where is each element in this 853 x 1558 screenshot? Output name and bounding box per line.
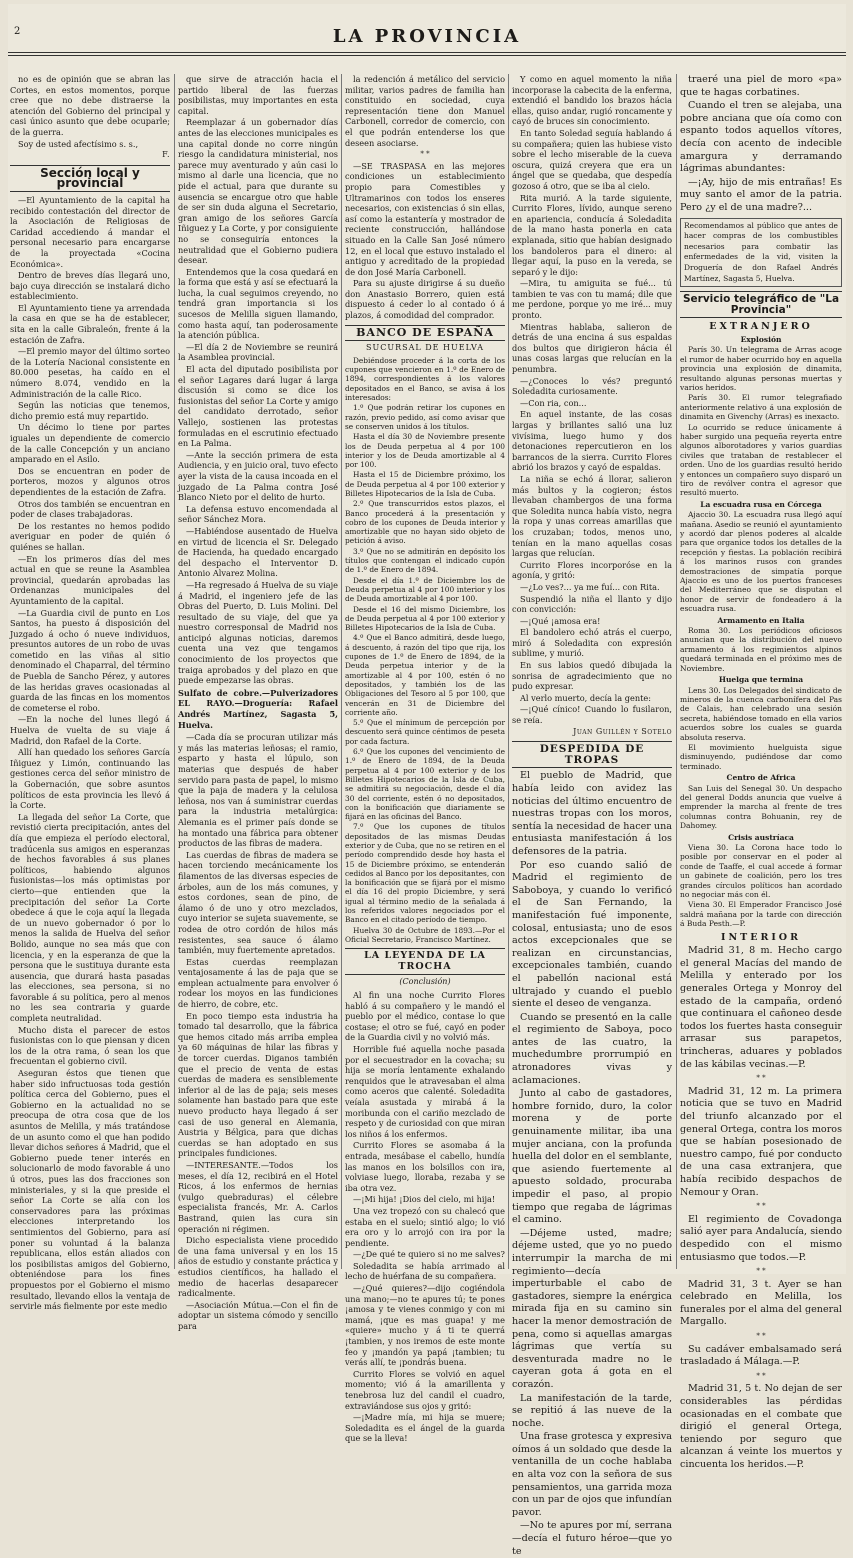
- paragraph: Cuando se presentó en la calle el regimiento de Saboya, poco antes de las cuatro, la muchedumbre prorrumpió en atronadores vivas y aclamaciones.: [512, 1011, 672, 1086]
- paragraph: La manifestación de la tarde, se repitió á las nueve de la noche.: [512, 1392, 672, 1429]
- section-body: [10, 195, 170, 1312]
- paragraph: —Déjeme usted, madre; déjeme usted, que yo no puedo interrumpir la marcha de mi regimiento—decía imperturbable el cabo de gastadores, siempre la enérgica mirada fija en su camino sin hacer la menor demostración de pena, como si aquellas amargas lágrimas que vertía su desventurada madre no le cayeran gota á gota en el corazón.: [512, 1227, 672, 1390]
- section-body: [178, 732, 338, 1331]
- column-5: [680, 74, 842, 1470]
- banco-title: BANCO DE ESPAÑA: [345, 325, 505, 342]
- paragraph: Madrid 31, 3 t. Ayer se han celebrado en Melilla, los funerales por el alma del general Margallo.: [680, 1278, 842, 1328]
- paragraph: 6.º Que los cupones del vencimiento de 1.º de Enero de 1894, de la Deuda perpetua al 4 por 100 exterior y de los Billetes Hipotecarios de la Isla de Cuba, se admitirá su negociación, desde el día 30 del corriente, estén ó no depositados, con la bonificación que diariamente se fijará en las oficinas del Banco.: [345, 747, 505, 822]
- paragraph: Desde el día 1.º de Diciembre los de Deuda perpetua al 4 por 100 interior y los de Deuda amortizable al 4 por 100.: [345, 575, 505, 604]
- paragraph: —¿De qué te quiero si no me salves?: [353, 1249, 505, 1260]
- divider: * *: [756, 1074, 766, 1083]
- news-head: Armamento en Italia: [717, 615, 805, 625]
- column-separator: [174, 74, 175, 1269]
- paragraph: Huelva 30 de Octubre de 1893.—Por el Oficial Secretario, Francisco Martínez.: [345, 925, 505, 944]
- paragraph: Una frase grotesca y expresiva oímos á un soldado que desde la ventanilla de un coche hablaba en alta voz con la señora de sus pensamientos, una garrida moza con un par de ojos que infundían pavor.: [512, 1431, 672, 1518]
- paragraph: Por eso cuando salió de Madrid el regimiento de Saboboya, y cuando lo verificó el de San Fernando, la manifestación fué imponente, colosal, entusiasta; uno de esos actos excepcionales que se realizan en circunstancias, excepcionales también, cuando el pabellón nacional está ultrajado y cuando el pueblo siente el deseo de venganza.: [512, 859, 672, 1010]
- advertisement-box: Recomendamos al público que antes de hacer compras de los combustibles necesarios para combatir las enfermedades de la vid, visiten la Droguería de don Rafael Andrés Martínez, Sagasta 5, Huelva.: [680, 218, 842, 288]
- paragraph: Para su ajuste dirigirse á su dueño don Anastasio Borrero, quien está dispuesto á ceder lo al contado ó á plazos, á comodidad del comprador.: [345, 278, 505, 321]
- section-body: [680, 100, 842, 214]
- paragraph: —¡Madre mía, mi hija se muere; Soledadita es el ángel de la guarda que se la lleva!: [345, 1412, 505, 1444]
- paragraph: Madrid 31, 8 m. Hecho cargo el general Macías del mando de Melilla y enterado por los generales Ortega y Monroy del estado de la campaña, ordenó que continuara el cañoneo desde todos los fuertes hasta conseguir arrasar sus parapetos, trincheras, aduares y poblados de las kábilas vecinas.—P.: [680, 945, 842, 1070]
- telegraph-title: Servicio telegráfico de "La Provincia": [680, 291, 842, 318]
- news-item: San Luis del Senegal 30. Un despacho del general Dodds anuncia que vuelve á emprender la marcha al frente de tres columnas contra Bohuanin, rey de Dahomey.: [680, 783, 842, 831]
- banco-body: [345, 356, 505, 944]
- paragraph: De los restantes no hemos podido averiguar en poder de quién ó quiénes se hallan.: [10, 520, 170, 552]
- paragraph: La niña se echó á llorar, salieron más bultos y la cogieron; éstos llevaban chambergos de una forma que Soledita nunca había visto, negra la ropa y unas correas amarillas que los cruzaban; todos, menos uno, tenían en la mano aquellas cosas largas que relucían.: [512, 473, 672, 559]
- paragraph: 1.º Que podrán retirar los cupones en razón, previo pedido, así como avisar que se conserven unidos á los títulos.: [345, 403, 505, 431]
- news-item: Viena 30. El Emperador Francisco José saldrá mañana por la tarde con dirección á Buda Pesth.—P.: [680, 900, 842, 929]
- author-signature: Juan Guillén y Sotelo: [573, 726, 672, 736]
- news-head: Centro de Africa: [726, 773, 796, 783]
- paragraph: —En la noche del lunes llegó á Huelva de vuelta de su viaje á Madrid, don Rafael de la Corte.: [10, 714, 170, 746]
- interior-body: [680, 945, 842, 1471]
- paragraph: Horrible fué aquella noche pasada por el secuestrador en la covacha; su hija se moría lentamente exhalando renquidos que le atravesaban el alma como aceros que calenté. Soledadita veíala asustada y mirabá á la moribunda con el cariño mezclado de respeto y de curiosidad con que miran los niños á los enfermos.: [345, 1044, 505, 1139]
- paragraph: Rita murió. A la tarde siguiente, Currito Flores, lívido, aunque sereno en apariencia, conducía á Soledadita de la mano hasta ponerla en cata explanada, sitio que habían designado los bandoleros para el dinero: al llegar aquí, la puso en la vereda, se separó y le dijo:: [512, 192, 672, 277]
- extranjero-body: [680, 335, 842, 929]
- news-item: París 30. Un telegrama de Arras acoge el rumor de haber ocurrido hoy en aquella provincia una explosión de dinamita, resultando algunas personas muertas y varios heridos.: [680, 345, 842, 392]
- column-separator: [508, 74, 509, 1269]
- paragraph: traeré una piel de moro «pa» que te hagas corbatines.: [680, 74, 842, 98]
- paragraph: Debiéndose proceder á la corta de los cupones que vencieron en 1.º de Enero de 1894, correspondientes á los valores depositados en el Banco, se avisa á los interesados:: [345, 355, 505, 403]
- masthead-rule-bottom: [8, 55, 846, 56]
- masthead-title: LA PROVINCIA: [332, 26, 522, 47]
- paragraph: El acta del diputado posibilista por el señor Lagares dará lugar á larga discusión si como se dice los fusionistas del señor La Corte y amigo del candidato derrotado, señor Vallejo, sostienen las protestas formuladas en el escrutinio efectuado en La Palma.: [178, 364, 338, 449]
- paragraph: —¿Conoces lo vés? preguntó Soledadita curiosamente.: [512, 375, 672, 397]
- paragraph: —¿Lo ves?... ya me fuí... con Rita.: [520, 581, 660, 592]
- trocha-title: LA LEYENDA DE LA TROCHA: [345, 948, 505, 975]
- paragraph: —Cada día se procuran utilizar más y más las materias leñosas; el ramio, esparto y hasta el lúpulo, son materias que después de haber servido para pasta de papel, lo mismo que la paja de madera y la celulosa leñosa, nos van á suministrar cuerdas para la industria metalúrgica: Alemania es el primer país donde se ha montado una fábrica para obtener productos de las fibras de madera.: [178, 732, 338, 849]
- paragraph: —¡Mi hija! ¡Dios del cielo, mi hija!: [353, 1194, 496, 1205]
- paragraph: El pueblo de Madrid, que había leido con avidez las noticias del último encuentro de nuestras tropas con los moros, sentía la necesidad de hacer una entusiasta manifestación á los defensores de la patria.: [512, 770, 672, 857]
- paragraph: 3.º Que no se admitirán en depósito los títulos que contengan el indicado cupón de 1.º de Enero de 1894.: [345, 546, 505, 575]
- paragraph: la redención á metálico del servicio militar, varios padres de familia han constituido en sociedad, cuya representación tiene don Manuel Carbonell, corredor de comercio, con el que podrán entenderse los que deseen asociarse.: [345, 74, 505, 148]
- section-body: [512, 74, 672, 726]
- paragraph: —Asociación Mútua.—Con el fin de adoptar un sistema cómodo y sencillo para: [178, 1299, 338, 1331]
- paragraph: Estas cuerdas reemplazan ventajosamente á las de paja que se emplean actualmente para envolver ó rodear los moyos en las fundiciones de hierro, de cobre, etc.: [178, 956, 338, 1010]
- paragraph: En sus labios quedó dibujada la sonrisa de agradecimiento que no pudo expresar.: [512, 660, 672, 692]
- paragraph: Currito Flores incorporóse en la agonía, y gritó:: [512, 559, 672, 581]
- paragraph: —INTERESANTE.—Todos los meses, el día 12, recibirá en el Hotel Ricos, á los enfermos de hernias (vulgo quebraduras) el célebre especialista francés, Mr. A. Carlos Bastrand, quien las cura sin operación ni régimen.: [178, 1159, 338, 1234]
- paragraph: —Ha regresado á Huelva de su viaje á Madrid, el ingeniero jefe de las Obras del Puerto, D. Luis Molini. Del resultado de su viaje, del que ya nuestro corresponsal de Madrid nos anticipó algunas noticias, daremos cuenta una vez que tengamos conocimiento de los proyectos que traiga aprobados y del plazo en que puede empezarse las obras.: [178, 579, 338, 686]
- trocha-body: [345, 990, 505, 1444]
- paragraph: Junto al cabo de gastadores, hombre fornido, duro, la color morena y de porte genuinamente militar, iba una mujer anciana, con la profunda huella del dolor en el semblante, que asiendo fuertemente al apuesto soldado, procuraba impedir el paso, al propio tiempo que regaba de lágrimas el camino.: [512, 1088, 672, 1226]
- news-item: El movimiento huelguista sigue disminuyendo, pudiéndose dar como terminado.: [680, 742, 842, 771]
- paragraph: —¿Qué quieres?—dijo cogiéndola una mano;—no te apures tú; te pones ¡amosa y te vienes conmigo y con mi mamá, ¡que es mas guapa! y me «quiere» mucho y á ti te querrá ¡tambien, y nos iremos de este monte feo y ¡mandón ya papá ¡tambien; tu verás allí, te ¡pondrás buena.: [345, 1283, 505, 1368]
- paragraph: —El día 2 de Noviembre se reunirá la Asamblea provincial.: [178, 341, 338, 363]
- paragraph: —¡Ay, hijo de mis entrañas! Es muy santo el amor de la patria. Pero ¿y el de una madre?...: [680, 176, 842, 213]
- page-number: 2: [14, 26, 21, 37]
- paragraph: En tanto Soledad seguía hablando á su compañera; quien las hubiese visto sobre el lecho miserable de la cueva oscura, quizá creyera que era un ángel que se quedaba, que despedía gozoso á otro, que se iba al cielo.: [512, 127, 672, 191]
- news-item: Viena 30. La Corona hace todo lo posible por conservar en el poder al conde de Taaffe, el cual accede á formar un gabinete de coalición, pero los tres grandes círculos políticos han acordado no negociar más con él.: [680, 843, 842, 900]
- paragraph: Madrid 31, 12 m. La primera noticia que se tuvo en Madrid del triunfo alcanzado por el general Ortega, contra los moros que se habían posesionado de nuestro campo, fué por conducto de una casa extranjera, que había recibido despachos de Nemour y Oran.: [680, 1085, 842, 1198]
- paragraph: Dentro de breves días llegará uno, bajo cuya dirección se instalará dicho establecimiento.: [10, 270, 170, 302]
- news-item: París 30. El rumor telegrafiado anteriormente relativo á una explosión de dinamita en Givenchy (Arras) es inexacto.: [680, 393, 842, 422]
- news-item: Lo ocurrido se reduce únicamente á haber surgido una pequeña reyerta entre algunos alborotadores y varios guardias civiles que trataban de restablecer el orden. Uno de los guardias resultó herido y entonces un compañero suyo disparó un tiro de revólver contra el agresor que resultó muerto.: [680, 422, 842, 498]
- news-head: Explosión: [740, 334, 782, 344]
- paragraph: Al verlo muerto, decía la gente:: [520, 692, 652, 703]
- column-separator: [341, 74, 342, 1269]
- newspaper-page: [8, 4, 846, 1557]
- paragraph: Mucho dista el parecer de estos fusionistas con lo que piensan y dicen los de la otra rama, ó sean los que frecuentan el gobierno civil.: [10, 1024, 170, 1067]
- paragraph: que sirve de atracción hacia el partido liberal de las fuerzas posibilistas, muy importantes en esta capital.: [178, 74, 338, 116]
- paragraph: —¡Qué cínico! Cuando lo fusilaron, se reía.: [512, 704, 672, 726]
- paragraph: Las cuerdas de fibras de madera se hacen torciendo mecánicamente los filamentos de las diversas especies de árboles, aun de los más comunes, y estos cordones, sean de pino, de álamo ó de uno y otro mezclados, cuyo interior se sujeta suavemente, se rodea de otro cordón de hilos más resistentes, sea sauce ó álamo también, muy fuertemente apretados.: [178, 849, 338, 956]
- trocha-subtitle: (Conclusión): [399, 977, 451, 987]
- paragraph: El bandolero echó atrás el cuerpo, miró á Soledadita con expresión sublime, y murió.: [512, 627, 672, 659]
- paragraph: Currito Flores se asomaba á la entrada, mesábase el cabello, hundía las manos en los bolsillos con ira, volviase luego, lloraba, rezaba y se iba otra vez.: [345, 1140, 505, 1193]
- paragraph: —Habiéndose ausentado de Huelva en virtud de licencia el Sr. Delegado de Hacienda, ha quedado encargado del despacho el Interventor D. Antonio Alvarez Molina.: [178, 525, 338, 579]
- paragraph: Currito Flores se volvió en aquel momento; vió á la amarillenta y tenebrosa luz del candil el cuadro, extraviándose sus ojos y gritó:: [345, 1368, 505, 1411]
- paragraph: En aquel instante, de las cosas largas y brillantes salió una luz vivísima, luego humo y dos detonaciones repercutieron en los barrancos de la sierra. Currito Flores abrió los brazos y cayó de espaldas.: [512, 409, 672, 473]
- paragraph: Y como en aquel momento la niña incorporase la cabecita de la enferma, extendió el bandido los brazos hácia ellas, quiso andar, rugió roncamente y cayó de bruces sin conocimiento.: [512, 74, 672, 127]
- advertisement: Sulfato de cobre.—Pulverizadores EL RAYO.—Droguería: Rafael Andrés Martínez, Sagasta 5, Huelva.: [178, 687, 338, 730]
- paragraph: Reemplazar á un gobernador días antes de las elecciones municipales es una capital donde no corre ningún riesgo la candidatura ministerial, nos parece muy aventurado y aún casi lo mismo al darle una licencia, que no pide el actual, para que durante su ausencia se encargue otro que hable de ser sin duda alguna el Secretario, gran amigo de los señores García Iñiguez y La Corte, y por consiguiente no se conseguiría entonces la neutralidad que el Gobierno pudiera desear.: [178, 117, 338, 266]
- section-body: [178, 74, 338, 686]
- paragraph-traspasa: —SE TRASPASA en las mejores condiciones un establecimiento propio para Comestibles y Ultramarinos con todos los enseres necesarios, con existencias ó sin ellas, así como la estantería y mostrador de reciente construcción, hallándose situado en la Calle San José número 12, en el local que estuvo instalado el antiguo y acreditado de la propiedad de don José María Carbonell.: [345, 160, 505, 277]
- divider: * *: [756, 1202, 766, 1211]
- paragraph: Cuando el tren se alejaba, una pobre anciana que oía como con espanto todos aquellos vítores, decía con acento de indecible amargura y derramando lágrimas abundantes:: [680, 100, 842, 175]
- paragraph: Aseguran éstos que tienen que haber sido infructuosas toda gestión política cerca del Gobierno, pues el Gobierno en la actualidad no se preocupa de otra cosa que de los asuntos de Melilla, y más tratándose de un asunto como el que han podido llevar dichos señores á Madrid, que el Gobierno puede tener interés en solucionarlo de modo favorable á uno ú otros, pues las dos fracciones son ministeriales, y si la que preside el señor La Corte se alía con los conservadores para las próximas elecciones interpretando los sentimientos del Gobierno, para así poner su voluntad á la balanza republicana, ellos están aliados con los posibilistas amigos del Gobierno, obteniéndose para los fines propuestos por el Gobierno el mismo resultado, llevando ellos la ventaja de servirle más fielmente por este medio: [10, 1068, 170, 1312]
- news-head: Crisis austríaca: [728, 832, 794, 842]
- paragraph: Mientras hablaba, salieron de detrás de una encina á sus espaldas dos bultos que dirigieron hácia él unas cosas largas que relucían en la penumbra.: [512, 321, 672, 375]
- paragraph: Soledadita se había arrimado al lecho de huérfana de su compañera.: [345, 1260, 505, 1282]
- paragraph: Soy de usted afectísimo s. s.,: [18, 138, 139, 149]
- news-head: Huelga que termina: [718, 675, 804, 685]
- banco-subtitle: SUCURSAL DE HUELVA: [366, 343, 484, 353]
- masthead-rule-top: [8, 52, 846, 53]
- interior-title: INTERIOR: [721, 931, 801, 943]
- paragraph: Madrid 31, 5 t. No dejan de ser considerables las pérdidas ocasionadas en el combate que dirigió el general Ortega, teniendo por seguro que alcanzan á veinte los muertos y cincuenta los heridos.—P.: [680, 1383, 842, 1470]
- paragraph: El Ayuntamiento tiene ya arrendada la casa en que se ha de establecer, sita en la calle Gibraleón, frente á la estación de Zafra.: [10, 302, 170, 345]
- paragraph: Dos se encuentran en poder de porteros, mozos y algunos otros dependientes de la estación de Zafra.: [10, 465, 170, 497]
- paragraph: Suspendió la niña el llanto y dijo con convicción:: [512, 593, 672, 615]
- paragraph: 5.º Que el mínimum de percepción por descuento será quince céntimos de peseta por cada factura.: [345, 718, 505, 746]
- paragraph: 4.º Que el Banco admitirá, desde luego, á descuento, á razón del tipo que rija, los cupones de 1.º de Enero de 1894, de la Deuda perpetua interior y de la amortizable al 4 por 100, estén ó no depositados, y también los de las Obligaciones del Tesoro al 5 por 100, que vencerán en 31 de Diciembre del corriente año.: [345, 633, 505, 717]
- despedida-title: DESPEDIDA DE TROPAS: [512, 741, 672, 768]
- paragraph: Según las noticias que tenemos, dicho premio está muy repartido.: [10, 400, 170, 421]
- divider: * *: [420, 150, 430, 159]
- paragraph: 2.º Que transcurridos estos plazos, el Banco procederá á la presentación y cobro de los cupones de Deuda interior y amortizable que no hayan sido objeto de petición á aviso.: [345, 499, 505, 546]
- paragraph: Hasta el día 30 de Noviembre presente los de Deuda perpetua al 4 por 100 interior y los de Deuda amortizable al 4 por 100.: [345, 432, 505, 470]
- paragraph: En poco tiempo esta industria ha tomado tal desarrollo, que la fábrica que hemos citado más arriba emplea ya 60 máquinas de hilar las fibras y de torcer cuerdas. Diganos también que el precio de venta de estas cuerdas de madera es sensiblemente inferior al de las de paja; seis meses solamente han bastado para que este nuevo producto haya llegado á ser casi de uso general en Alemania, Austria y Bélgica, para que dichas cuerdas se han adoptado en sus principales fundiciones.: [178, 1010, 338, 1159]
- paragraph: Su cadáver embalsamado será trasladado á Málaga.—P.: [680, 1343, 842, 1368]
- paragraph: La llegada del señor La Corte, que revistió cierta precipitación, antes del día que empieza el período electoral, tradúcenla sus amigos en esperanzas de hechos favorables á sus planes políticos, habiendo algunos fusionistas—los más optimistas por cierto—que entienden que la precipitación del señor La Corte obedece á que le coja aquí la llegada de un nuevo gobernador ó por lo menos la salida de Huelva del señor Bolido, aunque no sea más que con licencia, y en la esperanza de que la persona que le sustituya durante esta ausencia, que durará hasta pasadas las elecciones, sea persona, si no favorable á su política, pero al menos no les sea contraria y guarde completa neutralidad.: [10, 811, 170, 1024]
- paragraph: Desde el 16 del mismo Diciembre, los de Deuda perpetua al 4 por 100 exterior y Billetes Hipotecarios de la Isla de Cuba.: [345, 604, 505, 633]
- column-separator: [676, 74, 677, 1269]
- despedida-body: [512, 770, 672, 1558]
- column-4: [512, 74, 672, 1557]
- news-head: La escuadra rusa en Córcega: [700, 499, 822, 509]
- divider: * *: [756, 1332, 766, 1341]
- extranjero-title: EXTRANJERO: [709, 321, 813, 333]
- paragraph: no es de opinión que se abran las Cortes, en estos momentos, porque cree que no debe distraerse la atención del Gobierno del principal y casi único asunto que debe ocuparle; de la guerra.: [10, 74, 170, 137]
- section-title: Sección local y provincial: [10, 165, 170, 192]
- signature: F.: [162, 150, 170, 160]
- news-item: Roma 30. Los periódicos oficiosos anuncian que la distribución del nuevo armamento á los regimientos alpinos quedará terminada en el próximo mes de Noviembre.: [680, 626, 842, 673]
- paragraph: Un décimo lo tiene por partes iguales un dependiente de comercio de la calle Concepción y un anciano amparado en el Asilo.: [10, 422, 170, 465]
- paragraph: —No te apures por mí, serrana—decía el futuro héroe—que yo te: [512, 1520, 672, 1557]
- paragraph: —Mira, tu amiguita se fué... tú tambien te vas con tu mamá; dile que me perdone, porque yo me iré... muy pronto.: [512, 278, 672, 321]
- paragraph: —Con ria, con...: [520, 397, 587, 408]
- divider: * *: [756, 1371, 766, 1380]
- news-item: Lens 30. Los Delegados del sindicato de mineros de la cuenca carbonífera del Pas de Calais, han celebrado una sesión secreta, habiéndose tomado en ella varios acuerdos sobre los cuales se guarda absoluta reserva.: [680, 685, 842, 742]
- divider: * *: [756, 1267, 766, 1276]
- paragraph: —El Ayuntamiento de la capital ha recibido contestación del director de la Asociación de Religiosas de Caridad accediendo á mandar el personal necesario para encargarse de la proyectada «Cocina Económica».: [10, 194, 170, 269]
- column-3: [345, 74, 505, 1444]
- column-2: [178, 74, 338, 1331]
- paragraph: 7.º Que los cupones de títulos depositados de las mismas Deudas exterior y de Cuba, que no se retiren en el período comprendido desde hoy hasta el 15 de Diciembre próximo, se entenderán cedidos al Banco por los depositantes, con la bonificación que se fijará por el mismo el día 16 del propio Diciembre, y será igual al término medio de la señalada á los referidos valores negociados por el Banco en el citado período de tiempo.: [345, 822, 505, 925]
- paragraph: Allí han quedado los señores García Iñiguez y Limón, continuando las gestiones cerca del señor ministro de la Gobernación, que sobre asuntos políticos de esta provincia les llevó á la Corte.: [10, 747, 170, 811]
- paragraph: Dicho especialista viene procedido de una fama universal y en los 15 años de estudio y constante práctica y estudios científicos, ha hallado el medio de hacerlas desaparecer radicalmente.: [178, 1235, 338, 1299]
- paragraph: Una vez tropezó con su chalecó que estaba en el suelo; sintió algo; lo vió era oro y lo arrojó con ira por la pendiente.: [345, 1205, 505, 1248]
- paragraph: La defensa estuvo encomendada al señor Sánchez Mora.: [178, 503, 338, 525]
- paragraph: Entendemos que la cosa quedará en la forma que está y así se efectuará la lucha, la cual seguimos creyendo, no tendrá gran importancia si los sucesos de Melilla siguen llamando, como hasta aquí, tan poderosamente la atención pública.: [178, 266, 338, 341]
- paragraph: Al fin una noche Currito Flores habló á su compañero y le mandó el pueblo por el médico, contase lo que costase; el otro se fué, cayó en poder de la Guardia civil y no volvió más.: [345, 990, 505, 1043]
- paragraph: El regimiento de Covadonga salió ayer para Andalucía, siendo despedido con el mismo entusiasmo que todos.—P.: [680, 1213, 842, 1263]
- news-item: Ajaccio 30. La escuadra rusa llegó aquí mañana. Asedio se reunió el ayuntamiento y acordó dar plenos poderes al alcalde para que organice todos los detalles de la recepción y fiestas. La población recibirá á los marinos rusos con grandes demostraciones de simpatía porque Ajaccio es uno de los puertos franceses del Mediterráneo que se disputan el honor de servir de fondeadero á la escuadra rusa.: [680, 510, 842, 614]
- paragraph: Otros dos también se encuentran en poder de clases trabajadoras.: [10, 498, 170, 520]
- column-1: [10, 74, 170, 1312]
- paragraph: —El premio mayor del último sorteo de la Lotería Nacional consistente en 80.000 pesetas, ha caído en el número 8.074, vendido en la Administración de la calle Rico.: [10, 346, 170, 399]
- paragraph: Hasta el 15 de Diciembre próximo, los de Deuda perpetua al 4 por 100 exterior y Billetes Hipotecarios de la Isla de Cuba.: [345, 470, 505, 498]
- paragraph: —Ante la sección primera de esta Audiencia, y en juicio oral, tuvo efecto ayer la vista de la causa incoada en el juzgado de La Palma contra José Blanco Nieto por el delito de hurto.: [178, 449, 338, 503]
- paragraph: —¡Qué ¡amosa era!: [520, 615, 601, 626]
- paragraph: —En los primeros días del mes actual en que se reune la Asamblea provincial, quedarán aprobadas las Ordenanzas municipales del Ayuntamiento de la capital.: [10, 553, 170, 606]
- paragraph: —La Guardia civil de punto en Los Santos, ha puesto á disposición del Juzgado á ocho ó nueve individuos, presuntos autores de un robo de uvas cometido en las viñas al sitio denominado el Chaparral, del término de Puebla de Sancho Pérez, y autores de las heridas graves ocasionadas al guarda de las fincas en los momentos de cometerse el robo.: [10, 607, 170, 713]
